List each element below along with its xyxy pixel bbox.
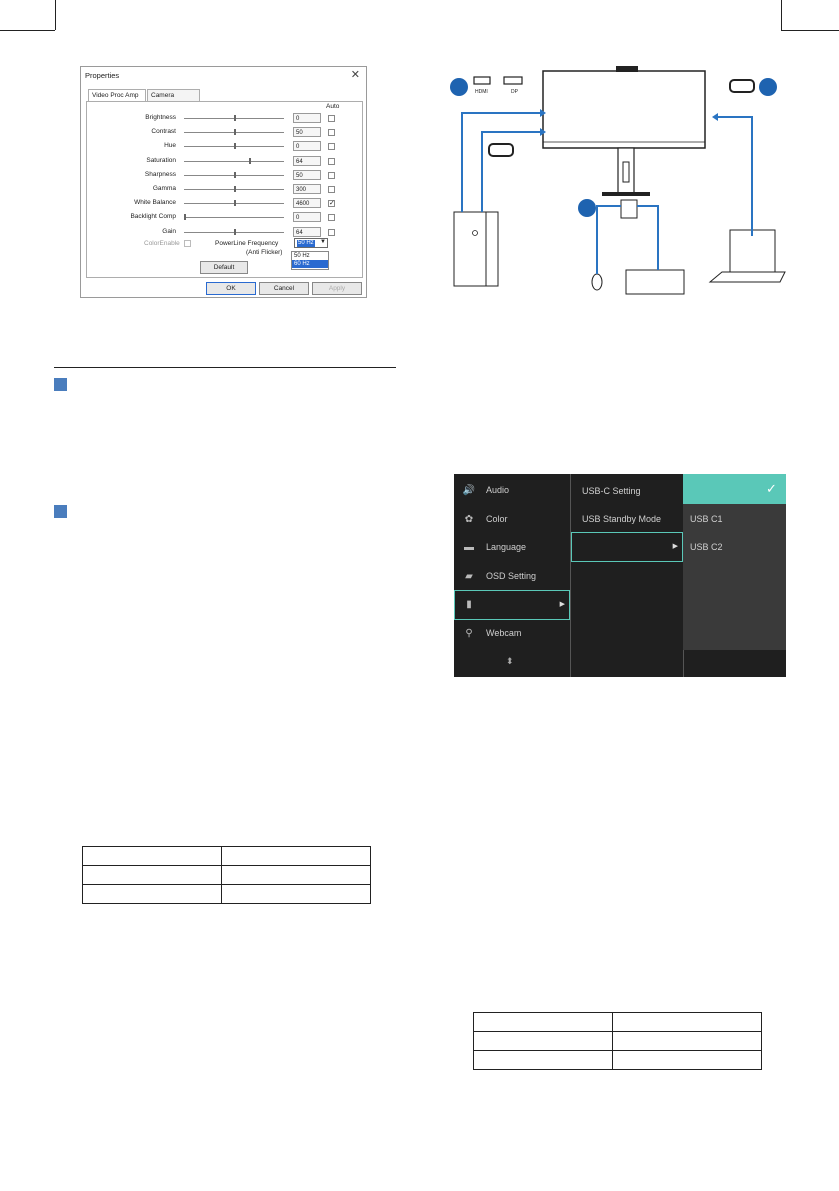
table-cell [474,1032,613,1051]
auto-checkbox[interactable] [328,214,335,221]
property-value[interactable]: 0 [293,113,321,123]
hdmi-cable [462,113,540,212]
property-value[interactable]: 50 [293,127,321,137]
language-icon: ▬ [464,542,474,553]
dropdown-option-50hz[interactable]: 50 Hz [294,253,310,259]
property-label: White Balance [134,199,176,206]
updown-icon: ⬍ [506,656,514,666]
table-cell [222,847,371,866]
slider-thumb[interactable] [234,186,236,192]
powerline-dropdown [291,251,329,270]
table-cell [83,885,222,904]
auto-checkbox[interactable] [328,143,335,150]
osd-menu-item-webcam[interactable] [460,621,521,645]
table-row [474,1032,762,1051]
left-table [82,846,371,904]
auto-checkbox[interactable] [328,186,335,193]
auto-checkbox[interactable] [328,129,335,136]
callout-circle-2 [759,78,777,96]
apply-button[interactable]: Apply [312,282,362,295]
arrow-right-icon: ▶ [559,601,565,608]
property-label: Contrast [151,128,176,135]
osd-menu-item-osd-setting[interactable] [460,564,536,588]
property-label: Hue [164,142,176,149]
slider-track[interactable] [184,161,284,162]
osd-divider-1 [570,474,571,677]
auto-checkbox[interactable] [328,115,335,122]
property-label: Gain [162,228,176,235]
powerline-sublabel: (Anti Flicker) [246,249,283,256]
property-label: Brightness [145,114,176,121]
osd-menu-item-color[interactable] [460,507,508,531]
property-value[interactable]: 4600 [293,198,321,208]
usb-icon: ▮ [466,599,472,610]
cancel-button[interactable]: Cancel [259,282,309,295]
powerline-selected: 50 Hz [298,240,314,246]
slider-thumb[interactable] [184,214,186,220]
crop-mark-top-left-h [0,30,55,31]
section-marker-2 [54,505,67,518]
pc-tower-front [454,212,486,286]
webcam-icon [616,66,638,72]
osd-submenu-selected[interactable] [571,532,683,562]
right-table [473,1012,762,1070]
pc-tower-side [486,212,498,286]
slider-thumb[interactable] [234,129,236,135]
usbc-port-icon-left [489,144,513,156]
property-value[interactable]: 0 [293,141,321,151]
slider-thumb[interactable] [234,143,236,149]
osd-usb-item-selected[interactable] [454,590,570,620]
osd-option-usb-c2[interactable]: USB C2 [690,542,723,552]
laptop-icon [730,230,775,272]
table-cell [222,885,371,904]
osd-menu-item-language[interactable] [460,535,526,559]
laptop-base [710,272,785,282]
osd-settings-icon: ▰ [465,570,473,582]
tab-video-proc-amp[interactable]: Video Proc Amp [88,89,146,101]
table-cell [474,1051,613,1070]
table-cell [613,1051,762,1070]
powerline-select[interactable] [294,238,328,248]
keyboard-cable [637,206,658,270]
slider-thumb[interactable] [234,172,236,178]
slider-thumb[interactable] [234,200,236,206]
section-rule [54,367,396,368]
table-cell [474,1013,613,1032]
osd-menu-label: Language [486,542,527,552]
callout-circle-3 [578,199,596,217]
colorenable-label: ColorEnable [144,240,180,247]
table-cell [83,866,222,885]
slider-thumb[interactable] [249,158,251,164]
usbc-port-icon-top [730,80,754,92]
osd-menu [454,474,786,677]
property-label: Gamma [152,185,176,192]
default-button[interactable]: Default [200,261,248,274]
property-label: Sharpness [144,171,176,178]
usb-hub-icon [621,200,637,218]
dropdown-option-60hz[interactable]: 60 Hz [292,260,328,268]
monitor-stand [618,148,634,194]
colorenable-checkbox[interactable] [184,240,191,247]
keyboard-icon [626,270,684,294]
table-cell [222,866,371,885]
osd-menu-item-audio[interactable] [460,478,509,502]
monitor-base [602,192,650,196]
osd-submenu-usb-standby[interactable]: USB Standby Mode [582,514,662,524]
property-value[interactable]: 50 [293,170,321,180]
crop-mark-top-left [55,0,56,30]
property-label: Backlight Comp [130,213,176,220]
connection-diagram [440,60,790,300]
property-value[interactable]: 300 [293,184,321,194]
usbc-cable [718,117,752,236]
close-icon[interactable]: ✕ [350,69,360,81]
auto-checkbox[interactable] [328,172,335,179]
osd-menu-label: Color [486,513,508,524]
check-icon: ✓ [766,481,777,496]
ok-button[interactable]: OK [206,282,256,295]
osd-menu-label: OSD Setting [486,570,537,581]
webcam-icon: ⚲ [465,627,473,639]
auto-checkbox[interactable]: ✓ [329,200,335,207]
section-marker-1 [54,378,67,391]
table-row [83,847,371,866]
auto-checkbox[interactable] [328,158,335,165]
hdmi-port-icon [474,77,490,84]
property-value[interactable]: 64 [293,227,321,237]
hdmi-port-label: HDMI [475,89,488,95]
table-row [474,1013,762,1032]
dp-port-label: DP [511,89,518,95]
table-cell [613,1032,762,1051]
dialog-title: Properties [85,71,120,80]
osd-menu-label: Webcam [486,627,522,638]
speaker-icon: 🔊 [462,485,476,496]
mouse-icon [592,274,602,290]
monitor-icon [543,71,705,148]
property-value[interactable]: 64 [293,156,321,166]
table-row [83,866,371,885]
powerline-label: PowerLine Frequency [215,240,279,247]
osd-option-usb-c1[interactable]: USB C1 [690,514,723,524]
osd-submenu-usbc-setting[interactable]: USB-C Setting [582,486,641,496]
table-row [83,885,371,904]
table-cell [613,1013,762,1032]
chevron-down-icon[interactable]: ▼ [320,239,326,245]
dp-port-icon [504,77,522,84]
table-row [474,1051,762,1070]
callout-circle-1 [450,78,468,96]
slider-thumb[interactable] [234,115,236,121]
property-value[interactable]: 0 [293,212,321,222]
crop-mark-top-right [781,0,782,30]
crop-mark-top-right-h [781,30,839,31]
auto-header: Auto [326,103,340,110]
table-cell [83,847,222,866]
tab-camera-control[interactable]: Camera [147,89,200,101]
property-label: Saturation [146,157,176,164]
auto-checkbox[interactable] [328,229,335,236]
color-wheel-icon: ✿ [464,513,474,525]
slider-thumb[interactable] [234,229,236,235]
arrow-right-icon: ▶ [672,543,678,550]
osd-menu-label: Audio [486,485,510,495]
arrow-icon [712,113,718,121]
mouse-cable [597,206,621,274]
slider-track[interactable] [184,217,284,218]
